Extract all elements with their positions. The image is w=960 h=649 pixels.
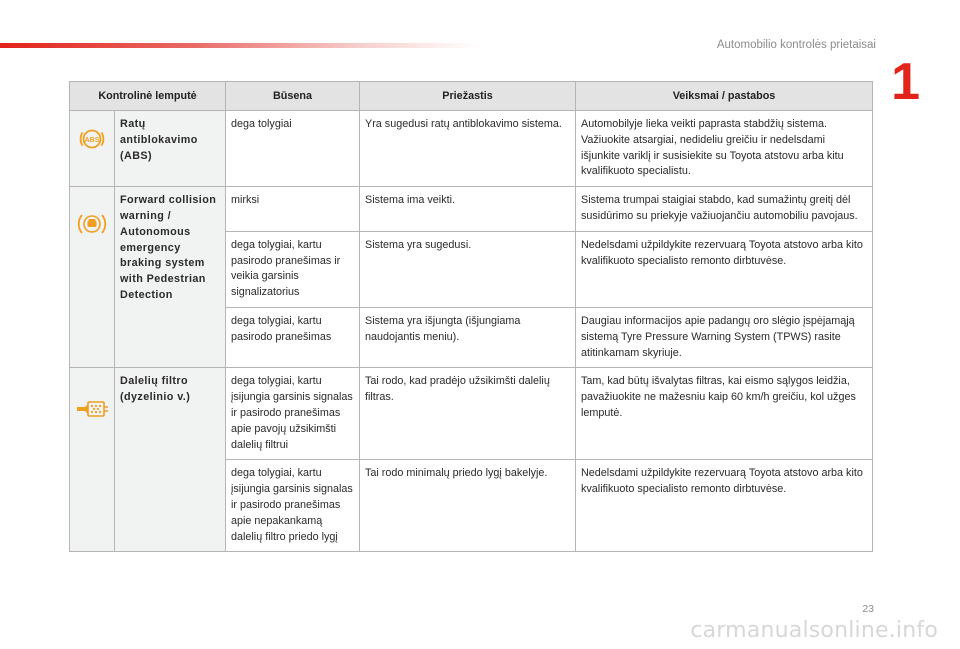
table-row [70,368,873,460]
particle-filter-icon [75,398,109,426]
action-cell: Daugiau informacijos apie padangų oro slėgio įspėjamąją sistemą Tyre Pressure Warning System (TPWS) rasite atitinkamam skyriuje. [576,307,873,367]
icon-cell [70,187,115,368]
table-row [70,187,873,232]
state-cell: dega tolygiai, kartu įsijungia garsinis signalas ir pasirodo pranešimas apie nepakankamą dalelių filtro priedo lygį [226,460,360,552]
watermark: carmanualsonline.info [690,618,938,643]
column-header: Kontrolinė lemputė [70,82,226,111]
svg-text:ABS: ABS [84,136,100,144]
action-cell: Nedelsdami užpildykite rezervuarą Toyota atstovo arba kito kvalifikuoto specialisto remonto dirbtuvėse. [576,231,873,307]
reason-cell: Sistema yra sugedusi. [360,231,576,307]
state-cell: dega tolygiai, kartu pasirodo pranešimas [226,307,360,367]
icon-cell [70,111,115,187]
reason-cell: Sistema yra išjungta (išjungiama naudojantis meniu). [360,307,576,367]
reason-cell: Tai rodo, kad pradėjo užsikimšti dalelių filtras. [360,368,576,460]
warning-light-name: Forward collision warning / Autonomous emergency braking system with Pedestrian Detection [115,187,226,368]
forward-collision-warning-icon [75,211,109,243]
reason-cell: Yra sugedusi ratų antiblokavimo sistema. [360,111,576,187]
reason-cell: Tai rodo minimalų priedo lygį bakelyje. [360,460,576,552]
state-cell: dega tolygiai, kartu pasirodo pranešimas ir veikia garsinis signalizatorius [226,231,360,307]
table-row [70,111,873,187]
abs-warning-icon [75,125,109,159]
page-number: 23 [862,603,874,615]
chapter-number: 1 [891,53,920,111]
action-cell: Sistema trumpai staigiai stabdo, kad sumažintų greitį dėl susidūrimo su priekyje važiuojančiu automobiliu pavojaus. [576,187,873,232]
column-header: Būsena [226,82,360,111]
accent-bar [0,43,480,48]
warning-light-name: Dalelių filtro (dyzelinio v.) [115,368,226,552]
table-header-row [70,82,873,111]
column-header: Priežastis [360,82,576,111]
reason-cell: Sistema ima veikti. [360,187,576,232]
column-header: Veiksmai / pastabos [576,82,873,111]
action-cell: Tam, kad būtų išvalytas filtras, kai eismo sąlygos leidžia, pavažiuokite ne mažesniu kaip 60 km/h greičiu, kol užges lemputė. [576,368,873,460]
section-title: Automobilio kontrolės prietaisai [716,39,876,51]
state-cell: dega tolygiai [226,111,360,187]
warning-lights-table [69,81,873,552]
state-cell: dega tolygiai, kartu įsijungia garsinis signalas ir pasirodo pranešimas apie pavojų užsikimšti dalelių filtrui [226,368,360,460]
action-cell: Nedelsdami užpildykite rezervuarą Toyota atstovo arba kito kvalifikuoto specialisto remonto dirbtuvėse. [576,460,873,552]
action-cell: Automobilyje lieka veikti paprasta stabdžių sistema. Važiuokite atsargiai, nedideliu greičiu ir nedelsdami išjunkite variklį ir susisiekite su Toyota atstovu arba kitu kvalifikuoto specialistu. [576,111,873,187]
icon-cell [70,368,115,552]
warning-light-name: Ratų antiblokavimo (ABS) [115,111,226,187]
state-cell: mirksi [226,187,360,232]
